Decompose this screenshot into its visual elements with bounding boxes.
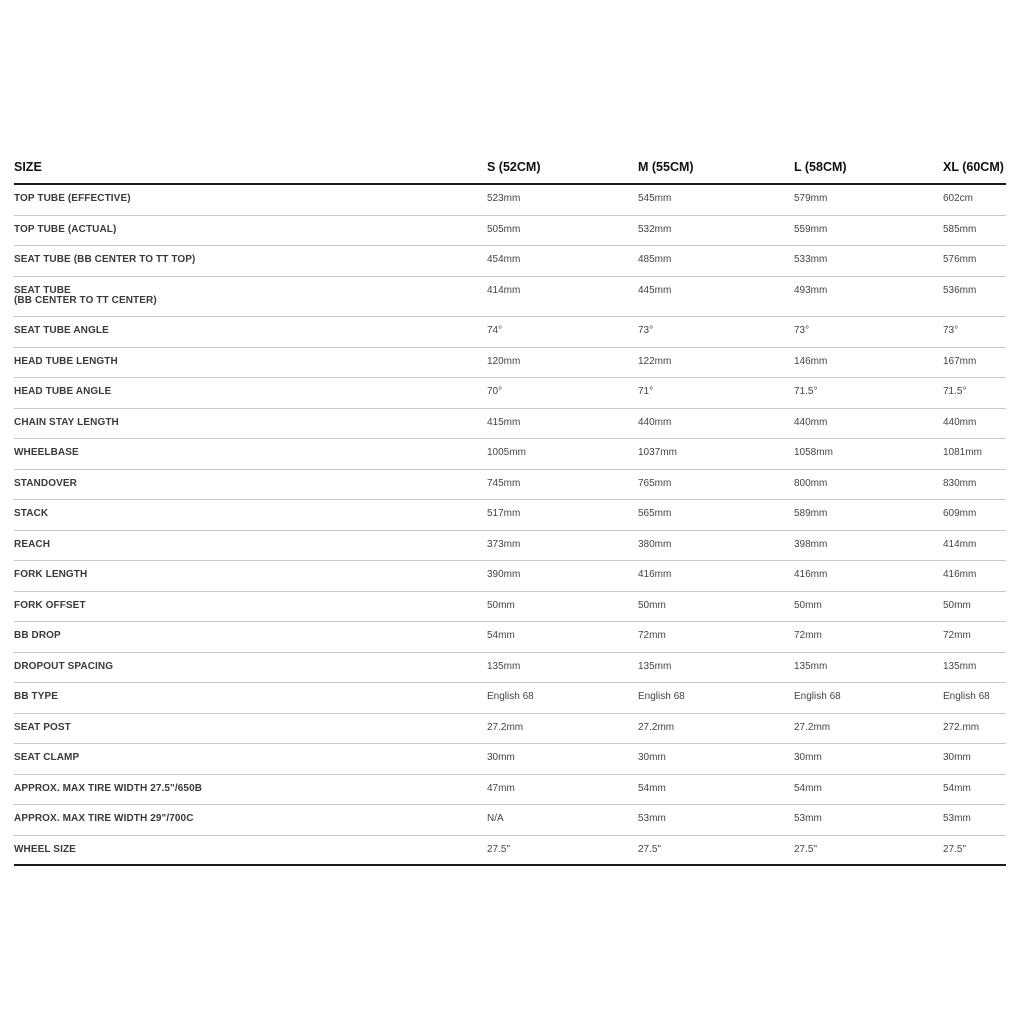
row-value: 167mm [943,355,977,367]
row-value: 73° [794,325,810,336]
row-value: 800mm [794,477,828,489]
row-value: 576mm [943,254,977,265]
row-value: 30mm [638,752,666,763]
row-label [14,601,487,611]
row-value: 71.5° [794,386,818,397]
row-value: 73° [638,325,654,336]
row-value: 416mm [794,569,828,580]
row-value: 440mm [943,416,977,428]
header-size: SIZE [14,160,42,174]
table-row [14,622,1006,653]
row-value: 135mm [794,660,828,672]
row-value: 414mm [487,284,521,296]
row-label-text: APPROX. MAX TIRE WIDTH 29"/700C [14,813,194,824]
row-value: 505mm [487,223,521,235]
row-label [14,509,487,519]
row-value: 545mm [638,193,672,204]
row-label-text: SEAT CLAMP [14,752,80,763]
table-row [14,185,1006,216]
row-value: 485mm [638,254,672,265]
row-label-text: DROPOUT SPACING [14,660,114,672]
row-label [14,692,487,702]
row-value: 50mm [487,599,515,611]
row-value: 1058mm [794,447,833,458]
row-value: 50mm [943,599,971,611]
row-label [14,448,487,458]
table-row [14,317,1006,348]
row-label-text: SEAT TUBE ANGLE [14,325,109,336]
row-value: 415mm [487,416,521,428]
row-value: 1005mm [487,447,526,458]
header-size-s: S (52CM) [487,160,541,174]
row-value: 536mm [943,284,977,296]
row-value: 416mm [638,569,672,580]
row-label [14,845,487,855]
row-value: English 68 [943,691,990,702]
row-label-text: SEAT TUBE [14,284,71,296]
table-row [14,500,1006,531]
row-value: 71° [638,386,654,397]
table-row [14,653,1006,684]
row-label-subtext: (BB CENTER TO TT CENTER) [14,294,157,306]
row-label [14,479,487,489]
row-value: 135mm [487,660,521,672]
row-value: 272.mm [943,721,980,733]
row-value: English 68 [794,691,841,702]
row-label-text: FORK OFFSET [14,599,86,611]
row-label [14,814,487,824]
row-value: 27.5" [487,843,511,855]
row-value: 493mm [794,284,828,296]
row-value: 71.5° [943,386,967,397]
header-size-xl: XL (60CM) [943,160,1004,174]
row-label-text: TOP TUBE (EFFECTIVE) [14,193,131,204]
row-label [14,631,487,641]
row-label-text: STANDOVER [14,477,77,489]
row-value: 579mm [794,193,828,204]
row-value: 523mm [487,193,521,204]
row-value: 454mm [487,254,521,265]
row-value: 1081mm [943,447,982,458]
table-row [14,775,1006,806]
row-label [14,784,487,794]
row-label [14,753,487,763]
row-label [14,662,487,672]
row-value: 27.5" [638,843,662,855]
table-row [14,409,1006,440]
row-value: 27.2mm [487,721,524,733]
row-label-text: BB TYPE [14,691,59,702]
row-label-text: SEAT POST [14,721,71,733]
row-label [14,286,487,306]
row-label-text: FORK LENGTH [14,569,88,580]
row-value: 30mm [943,752,971,763]
row-value: 533mm [794,254,828,265]
row-label [14,418,487,428]
row-value: 380mm [638,538,672,550]
row-label-text: CHAIN STAY LENGTH [14,416,119,428]
header-size-m: M (55CM) [638,160,694,174]
row-label [14,357,487,367]
row-value: 27.2mm [638,721,675,733]
row-label [14,570,487,580]
row-label [14,225,487,235]
table-row [14,805,1006,836]
row-value: 398mm [794,538,828,550]
row-label [14,326,487,336]
header-size-l: L (58CM) [794,160,847,174]
row-value: English 68 [487,691,534,702]
row-value: N/A [487,813,504,824]
row-value: 30mm [794,752,822,763]
row-label-text: STACK [14,508,49,519]
row-value: 53mm [638,813,666,824]
table-row [14,277,1006,318]
row-label [14,194,487,204]
row-label-text: HEAD TUBE ANGLE [14,386,112,397]
row-value: 390mm [487,569,521,580]
row-label-text: APPROX. MAX TIRE WIDTH 27.5"/650B [14,782,203,794]
table-row [14,714,1006,745]
row-value: 585mm [943,223,977,235]
row-value: 135mm [943,660,977,672]
row-value: 122mm [638,355,672,367]
table-row [14,531,1006,562]
row-value: 74° [487,325,503,336]
row-value: 120mm [487,355,521,367]
table-row [14,246,1006,277]
row-value: 440mm [794,416,828,428]
table-row [14,348,1006,379]
row-value: 1037mm [638,447,677,458]
table-body [14,185,1006,866]
row-value: 589mm [794,508,828,519]
row-label-text: SEAT TUBE (BB CENTER TO TT TOP) [14,254,196,265]
row-value: 559mm [794,223,828,235]
row-value: 565mm [638,508,672,519]
row-value: 745mm [487,477,521,489]
row-value: 440mm [638,416,672,428]
row-value: 30mm [487,752,515,763]
row-value: 54mm [638,782,666,794]
row-value: 72mm [943,630,971,641]
row-value: 609mm [943,508,977,519]
row-value: 146mm [794,355,828,367]
row-label-text: TOP TUBE (ACTUAL) [14,223,117,235]
row-label-text: WHEELBASE [14,447,79,458]
row-value: 54mm [943,782,971,794]
row-value: 445mm [638,284,672,296]
row-label-text: HEAD TUBE LENGTH [14,355,118,367]
row-label [14,540,487,550]
row-value: 517mm [487,508,521,519]
row-value: 70° [487,386,503,397]
row-label [14,255,487,265]
row-label [14,387,487,397]
row-value: 47mm [487,782,515,794]
row-value: 50mm [794,599,822,611]
row-value: 53mm [794,813,822,824]
row-label-text: BB DROP [14,630,61,641]
row-value: 50mm [638,599,666,611]
table-row [14,592,1006,623]
row-value: 54mm [487,630,515,641]
row-value: 830mm [943,477,977,489]
table-header-row [14,152,1006,185]
row-value: 373mm [487,538,521,550]
row-value: 73° [943,325,959,336]
row-label-text: WHEEL SIZE [14,843,76,855]
table-row [14,836,1006,867]
row-value: 27.2mm [794,721,831,733]
table-row [14,378,1006,409]
table-row [14,439,1006,470]
row-value: 27.5" [794,843,818,855]
row-value: 72mm [638,630,666,641]
table-row [14,470,1006,501]
row-label-text: REACH [14,538,51,550]
row-value: 72mm [794,630,822,641]
row-value: 414mm [943,538,977,550]
row-value: 54mm [794,782,822,794]
table-row [14,561,1006,592]
table-row [14,683,1006,714]
row-value: 602cm [943,193,974,204]
row-label [14,723,487,733]
row-value: 416mm [943,569,977,580]
row-value: English 68 [638,691,685,702]
row-value: 135mm [638,660,672,672]
table-row [14,744,1006,775]
row-value: 532mm [638,223,672,235]
row-value: 765mm [638,477,672,489]
row-value: 27.5" [943,843,967,855]
table-row [14,216,1006,247]
row-value: 53mm [943,813,971,824]
geometry-table [14,152,1006,866]
